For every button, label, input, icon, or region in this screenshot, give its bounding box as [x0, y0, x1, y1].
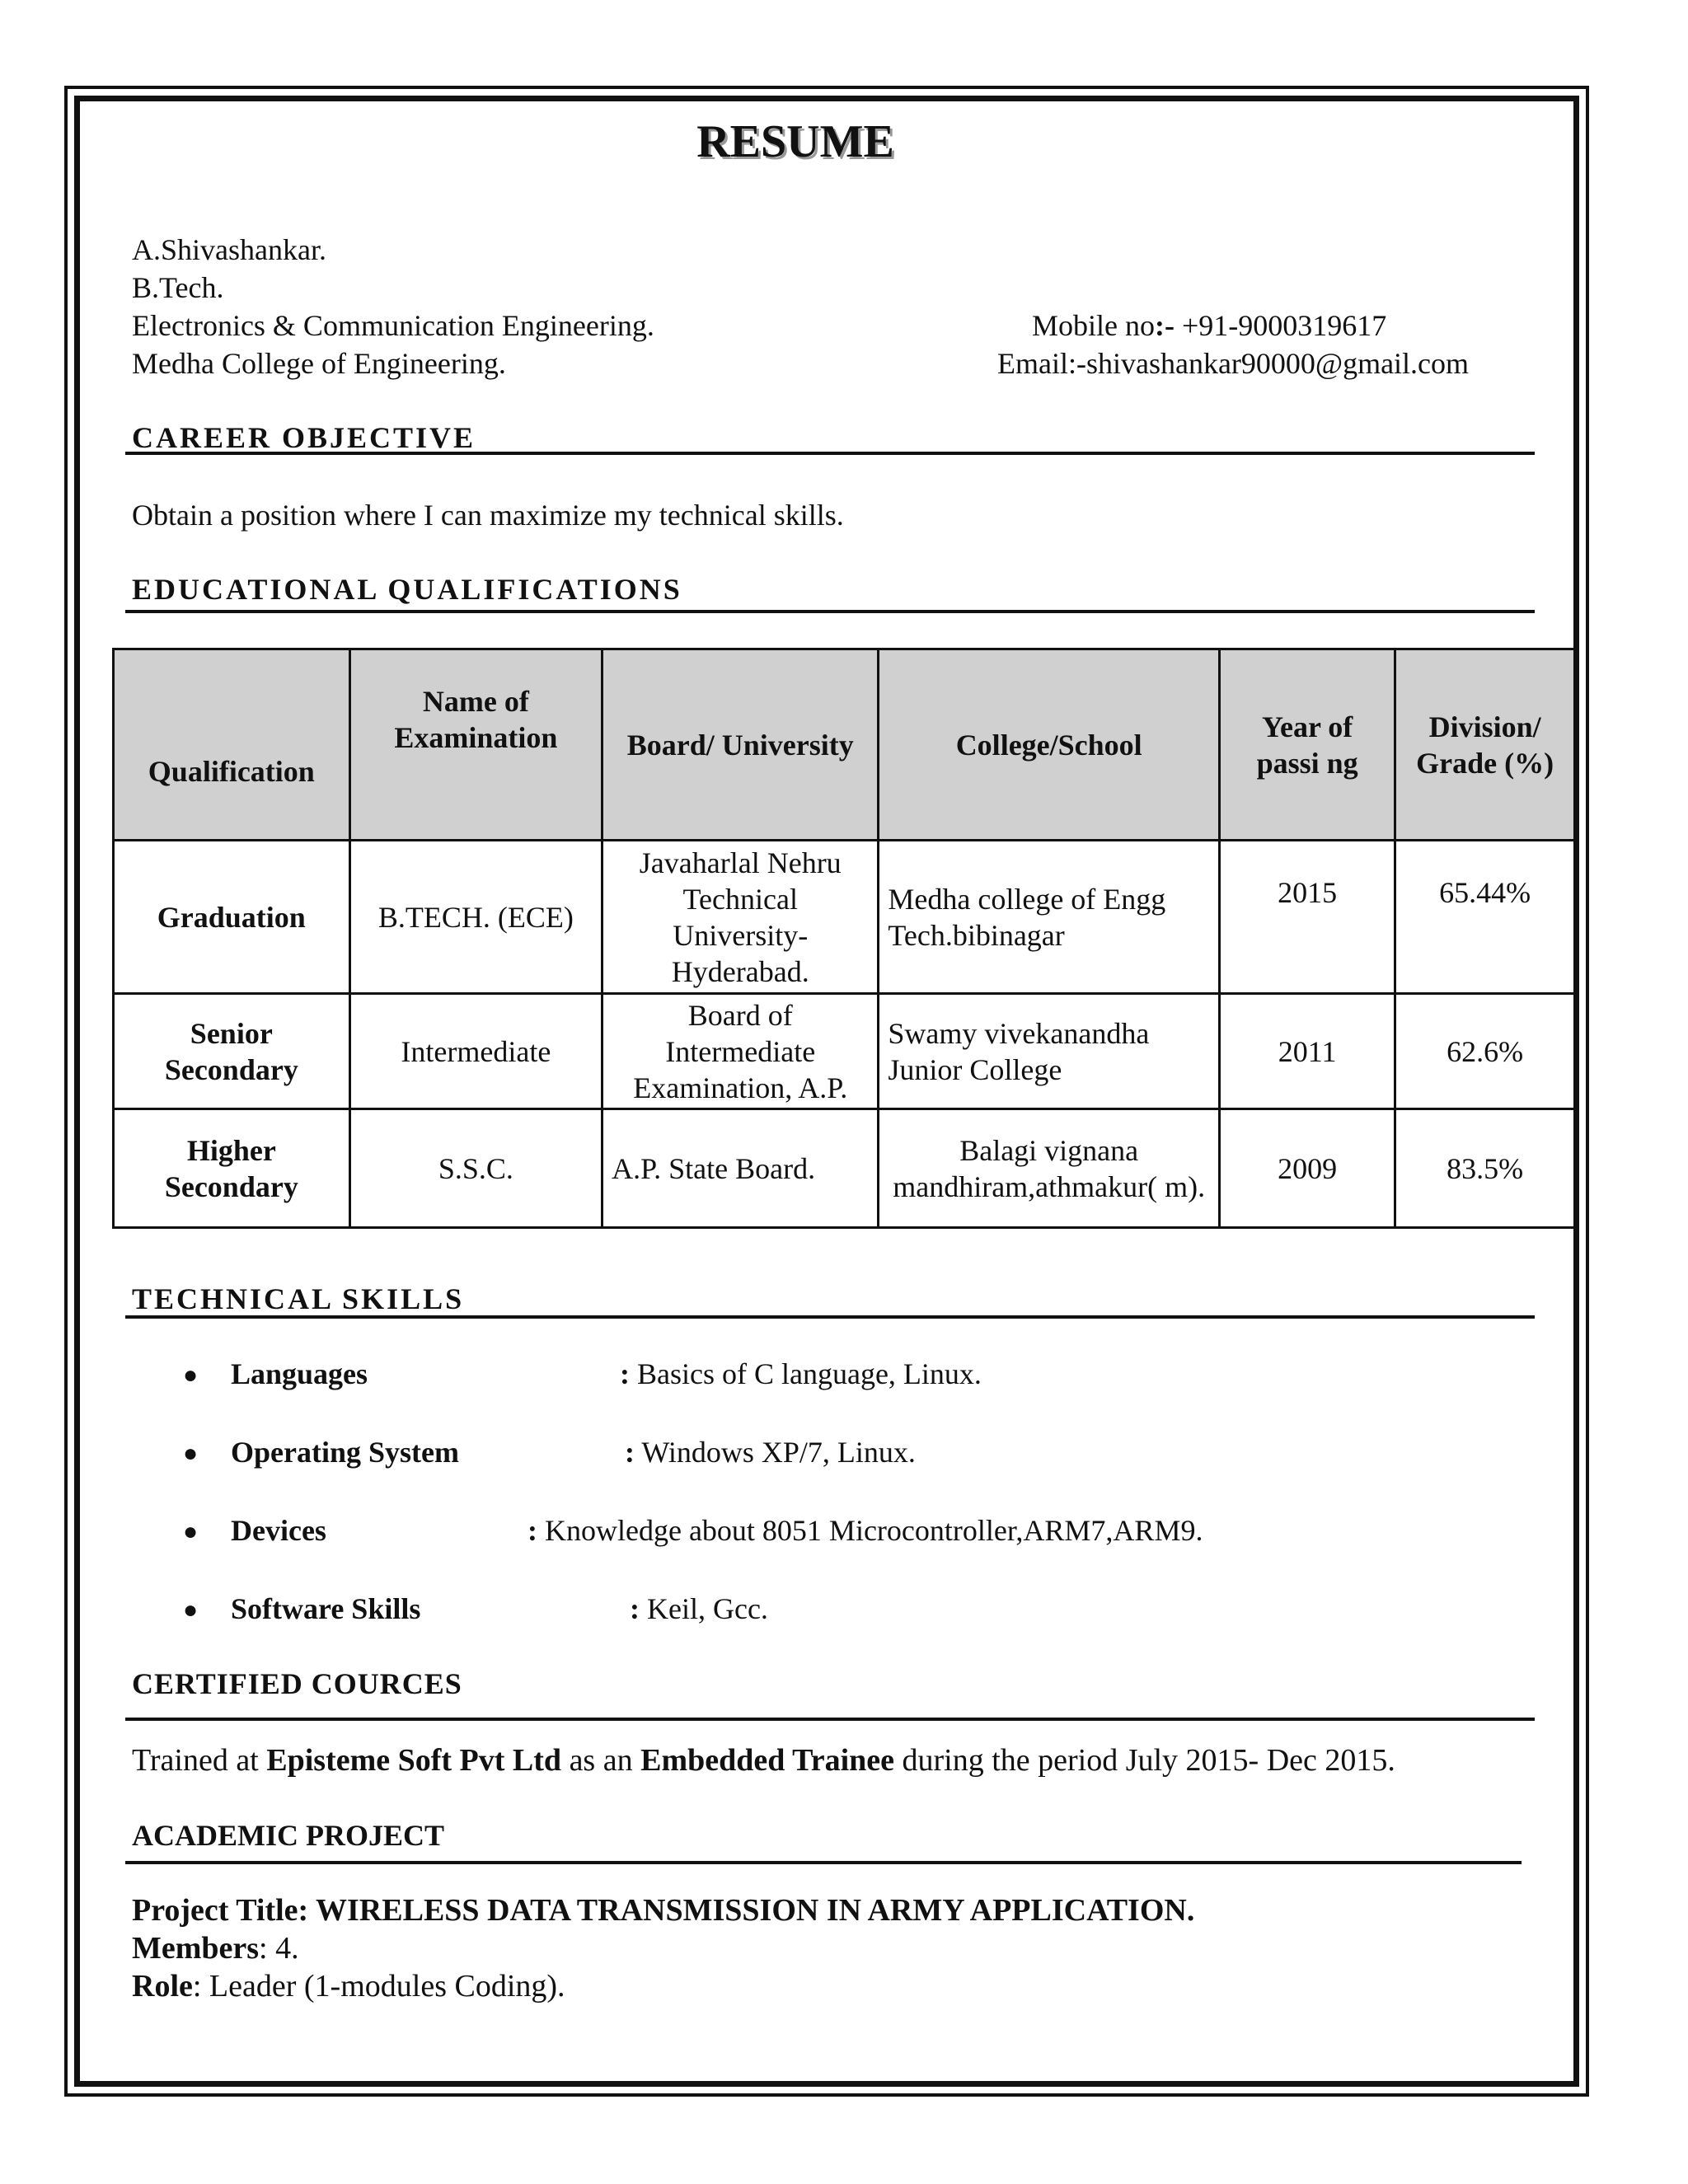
- row-year: 2011: [1219, 994, 1395, 1109]
- row-college: Medha college of Engg Tech.bibinagar: [879, 841, 1220, 994]
- candidate-degree: B.Tech.: [132, 271, 224, 304]
- skill-label-os: Operating System: [231, 1436, 459, 1469]
- skill-value-os: : Windows XP/7, Linux.: [625, 1436, 916, 1469]
- resume-title: RESUME: [696, 116, 894, 167]
- col-college: College/School: [879, 649, 1220, 841]
- education-table: [112, 648, 1576, 1229]
- skill-value-software: : Keil, Gcc.: [630, 1592, 768, 1625]
- certified-heading: CERTIFIED COURCES: [132, 1667, 462, 1700]
- row-qualification: Graduation: [114, 841, 350, 994]
- col-qualification: Qualification: [114, 649, 350, 841]
- col-board: Board/ University: [603, 649, 879, 841]
- row-board: Board of Intermediate Examination, A.P.: [603, 994, 879, 1109]
- project-heading: ACADEMIC PROJECT: [132, 1819, 445, 1852]
- mobile-number: Mobile no:- +91-9000319617: [1032, 309, 1387, 342]
- career-objective-text: Obtain a position where I can maximize my technical skills.: [132, 499, 844, 532]
- candidate-branch: Electronics & Communication Engineering.: [132, 309, 654, 342]
- row-exam: Intermediate: [349, 994, 602, 1109]
- row-year: 2009: [1219, 1109, 1395, 1228]
- project-rule: [125, 1861, 1522, 1864]
- table-row: [114, 1109, 1575, 1228]
- skill-label-devices: Devices: [231, 1514, 326, 1547]
- candidate-college: Medha College of Engineering.: [132, 347, 506, 380]
- row-exam: S.S.C.: [349, 1109, 602, 1228]
- skills-rule: [125, 1315, 1535, 1319]
- row-qualification: Higher Secondary: [114, 1109, 350, 1228]
- bullet-icon: ●: [183, 1440, 199, 1467]
- certified-rule: [125, 1718, 1535, 1721]
- certified-text: Trained at Episteme Soft Pvt Ltd as an Embedded Trainee during the period July 2015- Dec 2015.: [132, 1743, 1395, 1778]
- skill-value-devices: : Knowledge about 8051 Microcontroller,ARM7,ARM9.: [528, 1514, 1203, 1547]
- project-members: Members: 4.: [132, 1931, 299, 1966]
- row-grade: 65.44%: [1395, 841, 1575, 994]
- skills-heading: TECHNICAL SKILLS: [132, 1282, 465, 1315]
- education-heading: EDUCATIONAL QUALIFICATIONS: [132, 573, 682, 606]
- education-rule: [125, 610, 1535, 613]
- project-title: Project Title: WIRELESS DATA TRANSMISSION IN ARMY APPLICATION.: [132, 1893, 1195, 1928]
- row-year: 2015: [1219, 841, 1395, 994]
- education-header-row: [114, 649, 1575, 841]
- row-board: A.P. State Board.: [603, 1109, 879, 1228]
- skill-value-languages: : Basics of C language, Linux.: [620, 1357, 982, 1390]
- table-row: [114, 994, 1575, 1109]
- skill-label-languages: Languages: [231, 1357, 368, 1390]
- col-grade: Division/ Grade (%): [1395, 649, 1575, 841]
- project-role: Role: Leader (1-modules Coding).: [132, 1969, 565, 2004]
- row-exam: B.TECH. (ECE): [349, 841, 602, 994]
- bullet-icon: ●: [183, 1361, 199, 1389]
- col-year: Year of passi ng: [1219, 649, 1395, 841]
- bullet-icon: ●: [183, 1596, 199, 1624]
- row-college: Balagi vignana mandhiram,athmakur( m).: [879, 1109, 1220, 1228]
- row-grade: 83.5%: [1395, 1109, 1575, 1228]
- email-address: Email:-shivashankar90000@gmail.com: [997, 347, 1470, 380]
- row-board: Javaharlal Nehru Technical University- Hyderabad.: [603, 841, 879, 994]
- career-objective-rule: [125, 452, 1535, 455]
- row-grade: 62.6%: [1395, 994, 1575, 1109]
- row-college: Swamy vivekanandha Junior College: [879, 994, 1220, 1109]
- bullet-icon: ●: [183, 1518, 199, 1545]
- skill-label-software: Software Skills: [231, 1592, 421, 1625]
- col-exam: Name of Examination: [349, 649, 602, 841]
- career-objective-heading: CAREER OBJECTIVE: [132, 421, 476, 454]
- row-qualification: Senior Secondary: [114, 994, 350, 1109]
- candidate-name: A.Shivashankar.: [132, 233, 326, 266]
- table-row: [114, 841, 1575, 994]
